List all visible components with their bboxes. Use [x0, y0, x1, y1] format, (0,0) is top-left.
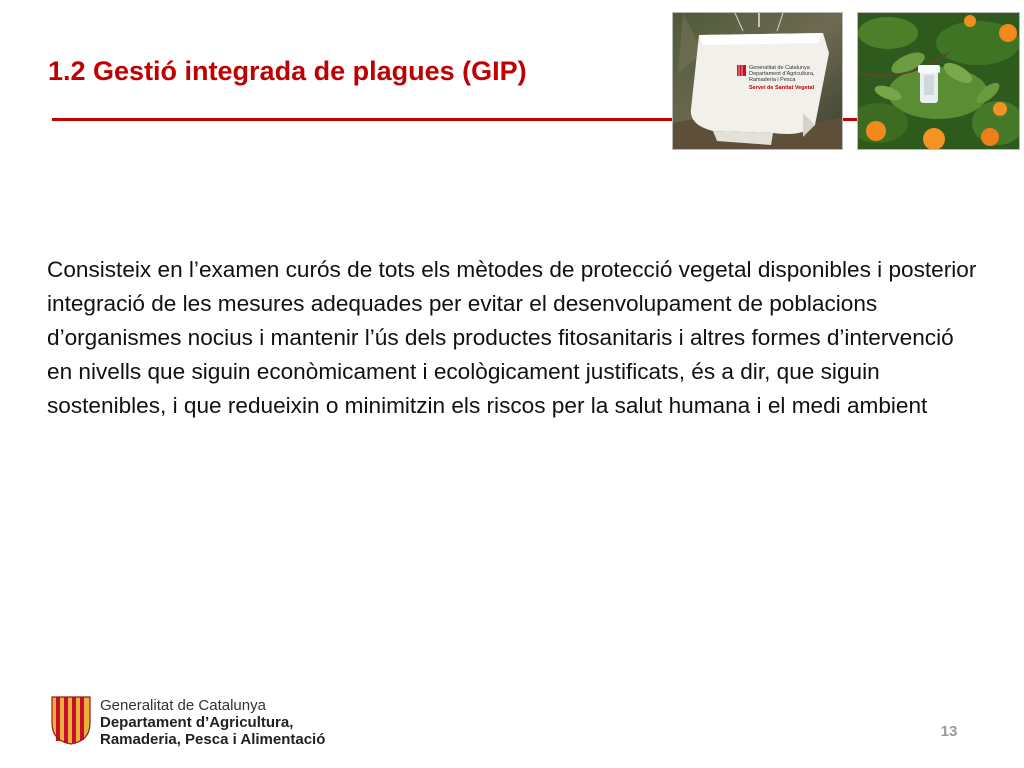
logo-line-department: Departament d’Agricultura, — [100, 714, 294, 731]
body-paragraph: Consisteix en l’examen curós de tots els mètodes de protecció vegetal disponibles i posterior integració de les mesures adequades per evitar el desenvolupament de poblacions d’organismes nocius i mantenir l’ús dels productes fitosanitaris i altres formes d’intervenció en nivells que siguin econòmicament i ecològicament justificats, és a dir, que siguin sostenibles, i que redueixin o minimitzin els riscos per la salut humana i el medi ambient — [47, 257, 977, 418]
trap-label-line4: Servei de Sanitat Vegetal — [749, 85, 815, 91]
logo-line-generalitat: Generalitat de Catalunya — [100, 697, 266, 714]
logo-line-department-cont: Ramaderia, Pesca i Alimentació — [100, 731, 326, 748]
slide-title: 1.2 Gestió integrada de plagues (GIP) — [48, 56, 527, 86]
page-number: 13 — [940, 723, 958, 740]
footer-logo — [50, 695, 350, 751]
generalitat-logo-icon — [50, 695, 92, 745]
trap-label-line3: Ramaderia i Pesca — [749, 77, 796, 83]
trap-label-line2: Departament d’Agricultura, — [749, 71, 815, 77]
trap-photo — [672, 12, 843, 150]
orange-tree-photo — [857, 12, 1020, 150]
trap-label-line1: Generalitat de Catalunya — [749, 65, 810, 71]
